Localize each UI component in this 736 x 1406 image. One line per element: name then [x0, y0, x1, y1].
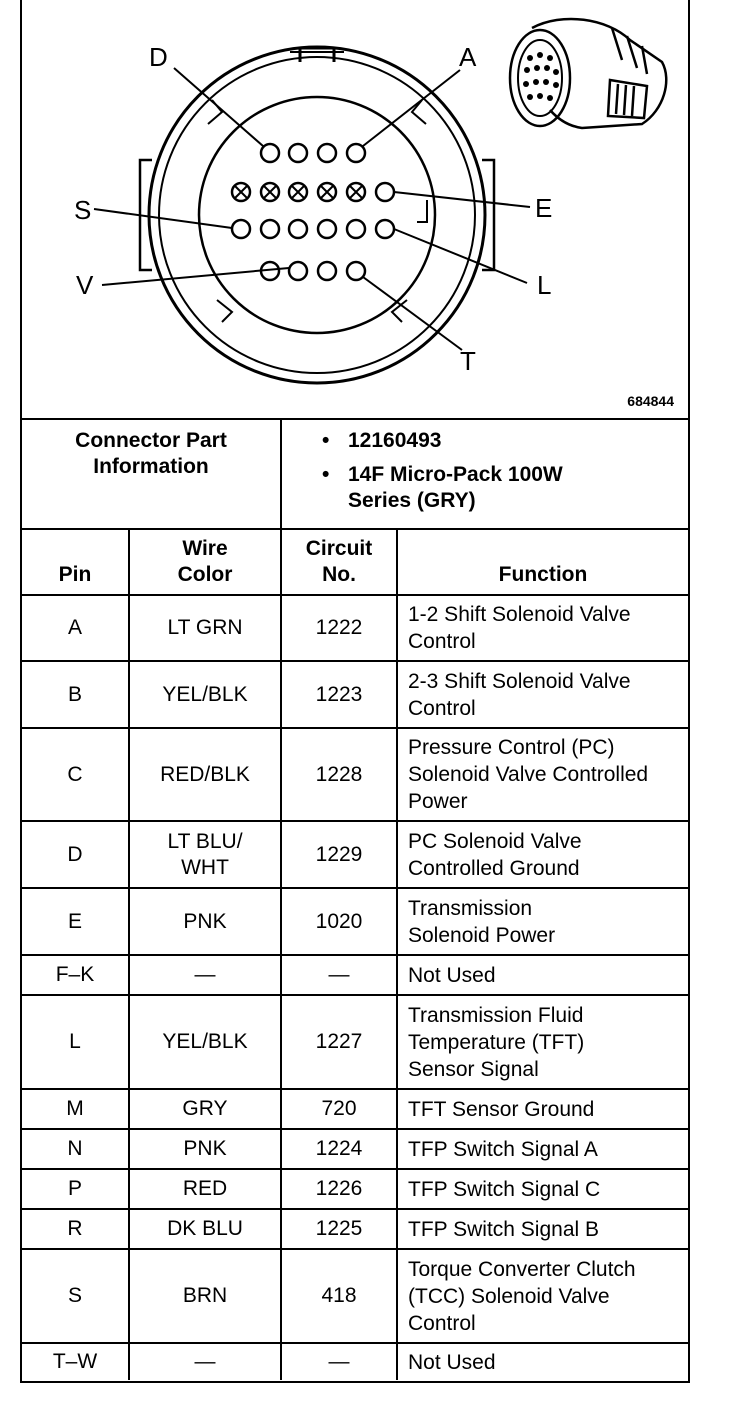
wire-color-cell: BRN	[129, 1249, 281, 1343]
wire-color-cell: GRY	[129, 1089, 281, 1129]
pin-cell: S	[22, 1249, 129, 1343]
connector-body-sketch	[510, 19, 666, 128]
circuit-cell: 1228	[281, 728, 397, 821]
col-header-function: Function	[397, 529, 688, 595]
table-row	[22, 728, 688, 821]
pin-cell: F–K	[22, 955, 129, 995]
function-cell: Torque Converter Clutch (TCC) Solenoid Valve Control	[397, 1249, 688, 1343]
circuit-cell: 1227	[281, 995, 397, 1089]
circuit-cell: 1229	[281, 821, 397, 888]
circuit-cell: 1226	[281, 1169, 397, 1209]
connector-series: • 14F Micro-Pack 100W Series (GRY)	[322, 462, 608, 514]
circuit-cell: 1222	[281, 595, 397, 661]
circuit-cell: 1225	[281, 1209, 397, 1249]
wire-color-cell: YEL/BLK	[129, 661, 281, 728]
wire-color-cell: LT GRN	[129, 595, 281, 661]
col-header-circuit-no: Circuit No.	[281, 529, 397, 595]
pin-label-t: T	[460, 346, 476, 376]
pin-cell: A	[22, 595, 129, 661]
figure-number: 684844	[627, 393, 674, 409]
pin-label-s: S	[74, 195, 92, 225]
wire-color-cell: LT BLU/ WHT	[129, 821, 281, 888]
connector-info-values	[281, 419, 688, 529]
pin-cell: M	[22, 1089, 129, 1129]
connector-info-row	[22, 419, 688, 529]
wire-color-cell: —	[129, 1343, 281, 1380]
function-cell: Pressure Control (PC) Solenoid Valve Controlled Power	[397, 728, 688, 821]
pin-label-l: L	[537, 270, 552, 300]
pin-cell: N	[22, 1129, 129, 1169]
connector-face-drawing	[22, 0, 688, 418]
table-row	[22, 888, 688, 955]
circuit-cell: 418	[281, 1249, 397, 1343]
function-cell: Not Used	[397, 1343, 688, 1380]
wire-color-cell: YEL/BLK	[129, 995, 281, 1089]
pin-holes	[232, 144, 394, 280]
function-cell: TFP Switch Signal C	[397, 1169, 688, 1209]
pin-cell: C	[22, 728, 129, 821]
circuit-cell: —	[281, 1343, 397, 1380]
col-header-wire-color: Wire Color	[129, 529, 281, 595]
pin-label-e: E	[535, 193, 553, 223]
pin-cell: R	[22, 1209, 129, 1249]
pin-cell: D	[22, 821, 129, 888]
pin-cell: T–W	[22, 1343, 129, 1380]
connector-part-number: • 12160493	[322, 428, 688, 454]
pin-cell: B	[22, 661, 129, 728]
function-cell: 2-3 Shift Solenoid Valve Control	[397, 661, 688, 728]
circuit-cell: 1223	[281, 661, 397, 728]
wire-color-cell: PNK	[129, 1129, 281, 1169]
pin-label-v: V	[76, 270, 94, 300]
function-cell: TFP Switch Signal A	[397, 1129, 688, 1169]
circuit-cell: 1224	[281, 1129, 397, 1169]
function-cell: Transmission Solenoid Power	[397, 888, 688, 955]
col-header-pin: Pin	[22, 529, 129, 595]
pin-label-d: D	[149, 42, 168, 72]
function-cell: Not Used	[397, 955, 688, 995]
pin-label-a: A	[459, 42, 477, 72]
wire-color-cell: DK BLU	[129, 1209, 281, 1249]
connector-diagram	[22, 0, 688, 418]
function-cell: 1-2 Shift Solenoid Valve Control	[397, 595, 688, 661]
wire-color-cell: —	[129, 955, 281, 995]
table-row	[22, 1169, 688, 1209]
pin-cell: P	[22, 1169, 129, 1209]
column-header-row	[22, 529, 688, 595]
table-row	[22, 955, 688, 995]
table-row	[22, 821, 688, 888]
circuit-cell: 1020	[281, 888, 397, 955]
connector-sketch-pins	[523, 52, 559, 101]
pin-cell: E	[22, 888, 129, 955]
table-row	[22, 1129, 688, 1169]
wire-color-cell: RED/BLK	[129, 728, 281, 821]
function-cell: TFP Switch Signal B	[397, 1209, 688, 1249]
circuit-cell: 720	[281, 1089, 397, 1129]
connector-info-label: Connector Part Information	[22, 419, 281, 529]
function-cell: Transmission Fluid Temperature (TFT) Sensor Signal	[397, 995, 688, 1089]
table-row	[22, 595, 688, 661]
pin-letter-labels	[74, 42, 552, 376]
table-row	[22, 995, 688, 1089]
table-row	[22, 1089, 688, 1129]
table-row	[22, 1343, 688, 1380]
wire-color-cell: RED	[129, 1169, 281, 1209]
wire-color-cell: PNK	[129, 888, 281, 955]
table-row	[22, 661, 688, 728]
pin-cell: L	[22, 995, 129, 1089]
function-cell: TFT Sensor Ground	[397, 1089, 688, 1129]
table-row	[22, 1209, 688, 1249]
table-row	[22, 1249, 688, 1343]
pinout-table	[22, 418, 688, 1380]
circuit-cell: —	[281, 955, 397, 995]
function-cell: PC Solenoid Valve Controlled Ground	[397, 821, 688, 888]
connector-sheet	[20, 0, 690, 1383]
